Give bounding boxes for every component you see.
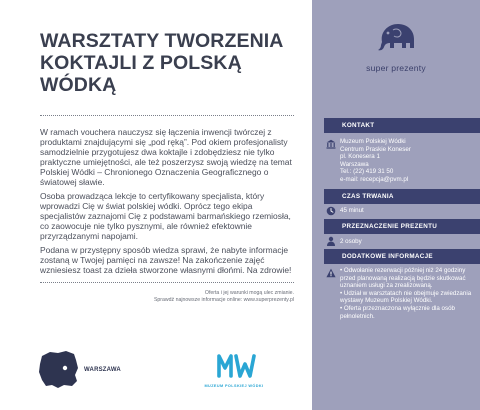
brand-logo (342, 20, 450, 84)
page-title (40, 30, 302, 96)
kontakt-details (340, 138, 476, 184)
czas-header (324, 189, 480, 204)
footnote (54, 290, 294, 303)
dodatkowe-header-label: DODATKOWE INFORMACJE (342, 253, 433, 260)
dodatkowe-item: • Odwołanie rezerwacji później niż 24 godziny przed planowaną realizacją będzie skutkować uznaniem usługi za zrealizowaną. (340, 267, 466, 290)
kontakt-header (324, 118, 480, 133)
title-line-2: KOKTAJLI Z POLSKĄ WÓDKĄ (40, 52, 242, 96)
description-paragraph-2: Osoba prowadząca lekcje to certyfikowany specjalista, który wprowadzi Cię w świat polskiej wódki. Oprócz tego ekipa specjalistów zaznajomi Cię z podstawami barmańskiego rzemiosła, co zaowocuje nie tylko pysznymi, ale również efektownie przyrządzanymi napojami. (40, 191, 291, 241)
city-label: WARSZAWA (84, 367, 121, 373)
elephant-icon (374, 20, 418, 56)
museum-name: MUZEUM POLSKIEJ WÓDKI (204, 384, 264, 388)
kontakt-line: Warszawa (340, 160, 369, 168)
person-icon (326, 236, 336, 246)
footnote-line-2: Sprawdź najnowsze informacje online: www.superprezenty.pl (153, 296, 294, 303)
title-line-1: WARSZTATY TWORZENIA (40, 30, 284, 52)
kontakt-line: Muzeum Polskiej Wódki (340, 138, 406, 145)
info-sidebar (312, 0, 480, 410)
czas-value: 45 minut (340, 207, 364, 214)
dodatkowe-list (340, 267, 476, 320)
museum-monogram-icon (216, 350, 256, 382)
kontakt-phone: Tel.: (22) 419 31 50 (340, 168, 394, 176)
dodatkowe-header (324, 249, 480, 264)
description-paragraph-1: W ramach vouchera nauczysz się łączenia inwencji twórczej z produktami znajdującymi się „pod ręką”. Pod okiem profesjonalisty samodzielnie przygotujesz dwa koktajle i zdobędziesz nie tylko praktyczne umiejętności, ale też poszerzysz swoją wiedzę na temat Polskiej Wódki – Chronionego Oznaczenia Geograficznego o światowej sławie. (40, 127, 292, 187)
footnote-line-1: Oferta i jej warunki mogą ulec zmianie. (204, 290, 294, 296)
przeznaczenie-header (324, 219, 480, 234)
dotted-divider-bottom (40, 282, 294, 283)
czas-header-label: CZAS TRWANIA (342, 193, 394, 200)
dodatkowe-item: • Udział w warsztatach nie obejmuje zwiedzania wystawy Muzeum Polskiej Wódki. (340, 289, 472, 305)
przeznaczenie-value: 2 osoby (340, 238, 362, 245)
kontakt-line: pl. Konesera 1 (340, 153, 380, 161)
description (40, 127, 294, 279)
poland-map-icon (36, 348, 80, 390)
clock-icon (326, 206, 336, 216)
museum-logo (188, 350, 278, 396)
description-paragraph-3: Podana w przystępny sposób wiedza sprawi, że nabyte informacje zostaną w Twojej pamięci na zawsze! Na zakończenie zajęć wzniesiesz toast za dzieła stworzone własnymi dłońmi. Na zdrowie! (40, 245, 292, 275)
kontakt-line: Centrum Praskie Koneser (340, 145, 411, 153)
brand-name: super prezenty (366, 63, 426, 73)
dotted-divider-top (40, 115, 294, 116)
museum-building-icon (326, 139, 336, 149)
kontakt-email[interactable]: e-mail: recepcja@pvm.pl (340, 175, 409, 183)
dodatkowe-item: • Oferta przeznaczona wyłącznie dla osób pełnoletnich. (340, 304, 455, 320)
warning-icon (326, 268, 336, 278)
kontakt-header-label: KONTAKT (342, 122, 375, 129)
przeznaczenie-header-label: PRZEZNACZENIE PREZENTU (342, 223, 438, 230)
